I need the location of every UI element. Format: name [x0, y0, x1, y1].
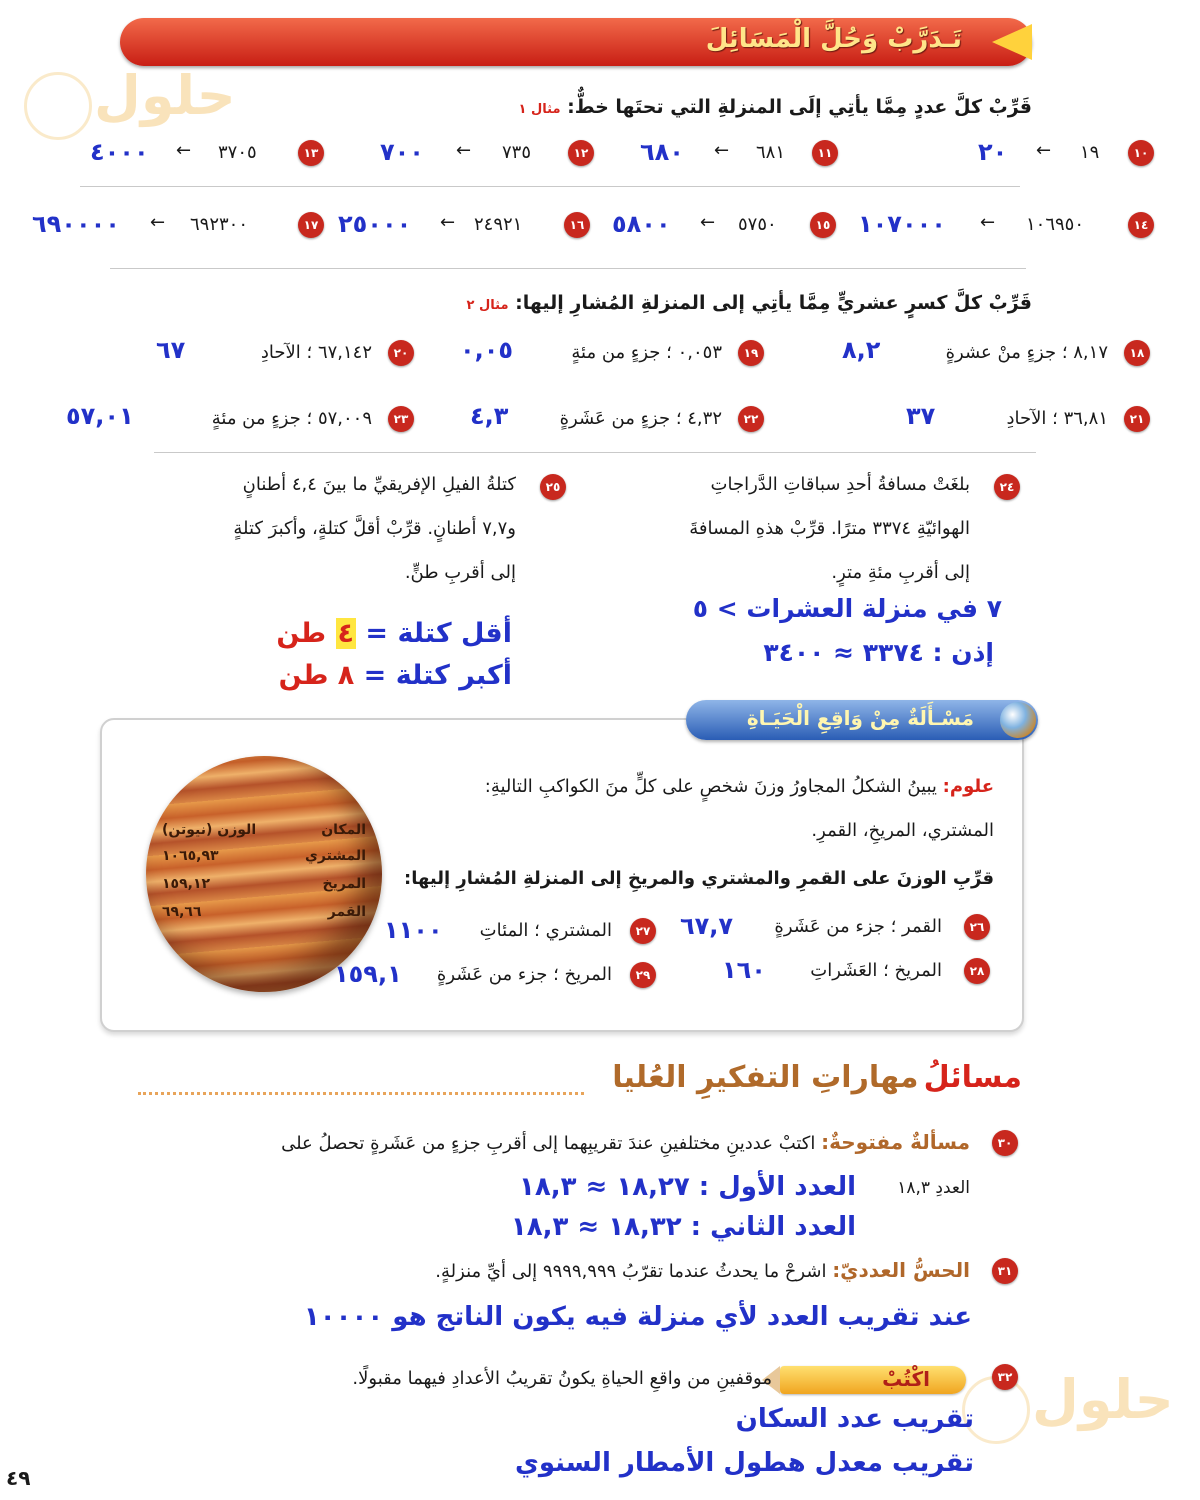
answer-line: ٧ في منزلة العشرات > ٥	[692, 594, 1002, 623]
answer: ١٦٠	[722, 956, 766, 984]
question-number: ١٧	[298, 212, 324, 238]
example-ref[interactable]: مثال ٢	[466, 298, 509, 313]
problem-line: الهوائيّةِ ٣٣٧٤ مترًا. قرِّبْ هذهِ المسافةَ	[689, 518, 970, 539]
hots-title: مسائلُ مهاراتِ التفكيرِ العُليا	[612, 1060, 1022, 1095]
weights-table	[152, 818, 376, 926]
question-number: ٢٦	[964, 914, 990, 940]
question-number: ١١	[812, 140, 838, 166]
divider	[154, 452, 1036, 453]
question-text: موقفينِ من واقعِ الحياةِ يكونُ تقريبُ الأعدادِ فيهما مقبولًا.	[352, 1368, 772, 1389]
answer: ٨,٢	[842, 336, 881, 364]
answer: ٣٧	[906, 402, 936, 430]
instruction-2: قَرِّبْ كلَّ كسرٍ عشريٍّ مِمَّا يأتِي إلى المنزلةِ المُشارِ إليها: مثال ٢	[466, 292, 1032, 314]
question-number: ٢٠	[388, 340, 414, 366]
table-row	[152, 870, 376, 898]
watermark-logo	[24, 64, 236, 144]
question-number: ٣٢	[992, 1364, 1018, 1390]
problem-line: و٧,٧ أطنانٍ. قرِّبْ أقلَّ كتلةٍ، وأكبرَ كتلةٍ	[233, 518, 516, 539]
question-value: المشتري ؛ المئاتِ	[479, 920, 612, 941]
divider	[80, 186, 1020, 187]
arrow-icon	[992, 24, 1032, 60]
banner-title: مَسْـأَلَةٌ مِنْ وَاقِعِ الْحَيَـاةِ	[746, 706, 974, 730]
table-cell: المريخ	[322, 876, 366, 892]
pencil-icon	[780, 1366, 966, 1394]
table-header-row	[152, 818, 376, 842]
arrow-left-icon: ←	[1036, 140, 1052, 161]
example-ref[interactable]: مثال ١	[518, 102, 561, 117]
question-value: ٣٧٠٥	[218, 142, 257, 163]
answer: ٧٠٠	[380, 138, 424, 166]
question-number: ١٥	[810, 212, 836, 238]
question-number: ٢٨	[964, 958, 990, 984]
answer-line: العدد الأول : ١٨,٢٧ ≈ ١٨,٣	[518, 1172, 856, 1202]
arrow-left-icon: ←	[440, 212, 456, 233]
table-cell: ٦٩,٦٦	[162, 904, 202, 920]
jupiter-image	[146, 756, 382, 992]
problem-line: كتلةُ الفيلِ الإفريقيِّ ما بينَ ٤,٤ أطنانٍ	[242, 474, 516, 495]
arrow-left-icon: ←	[714, 140, 730, 161]
question-number: ٢٩	[630, 962, 656, 988]
question-value: المريخ ؛ جزء من عَشَرةٍ	[436, 964, 612, 985]
answer: ٥٧,٠١	[66, 402, 134, 430]
arrow-left-icon: ←	[700, 212, 716, 233]
question-number: ١٠	[1128, 140, 1154, 166]
planets-line: المشتري، المريخِ، القمرِ.	[811, 820, 994, 841]
table-header: الوزن (نيوتن)	[162, 822, 257, 838]
real-life-banner	[686, 700, 1038, 740]
answer: ٦٧,٧	[680, 912, 734, 940]
table-header: المكان	[321, 822, 366, 838]
question-text: مسألةٌ مفتوحةٌ: اكتبْ عددينِ مختلفينِ عندَ تقريبِهما إلى أقربِ جزءٍ من عَشَرةٍ تحصلُ على	[281, 1130, 970, 1154]
question-value: ٨,١٧ ؛ جزءٍ منْ عشرةٍ	[945, 342, 1108, 363]
answer: ١٥٩,١	[334, 960, 402, 988]
question-number: ١٩	[738, 340, 764, 366]
problem-line: إلى أقربِ طنٍّ.	[404, 562, 516, 583]
question-value: ٠,٠٥٣ ؛ جزءٍ من مئةٍ	[571, 342, 722, 363]
answer-line: تقريب عدد السكان	[735, 1404, 974, 1434]
answer: ٢٥٠٠٠	[338, 210, 412, 238]
answer: ١١٠٠	[384, 916, 443, 944]
table-cell: المشتري	[305, 848, 366, 864]
instruction-1: قَرِّبْ كلَّ عددٍ مِمَّا يأتِي إلَى المنزلةِ التي تحتَها خطٌّ: مثال ١	[518, 96, 1032, 118]
table-row	[152, 842, 376, 870]
answer-line: عند تقريب العدد لأي منزلة فيه يكون الناتج هو ١٠٠٠٠	[303, 1302, 972, 1332]
question-number: ٢٣	[388, 406, 414, 432]
answer-line: العدد الثاني : ١٨,٣٢ ≈ ١٨,٣	[510, 1212, 856, 1242]
question-value: ٦٧,١٤٢ ؛ الآحادِ	[260, 342, 372, 363]
dotted-rule	[138, 1092, 584, 1095]
task-text: قرِّبِ الوزنَ على القمرِ والمشتري والمريخِ إلى المنزلةِ المُشارِ إليها:	[404, 868, 994, 889]
answer: ٥٨٠٠	[612, 210, 671, 238]
question-value: ٧٣٥	[502, 142, 532, 163]
question-number: ١٢	[568, 140, 594, 166]
answer: ٦٧	[156, 336, 186, 364]
section-banner	[120, 18, 1032, 66]
answer-line: أكبر كتلة = ٨ طن	[278, 660, 512, 691]
table-cell: القمر	[327, 904, 366, 920]
question-value: ٤,٣٢ ؛ جزءٍ من عَشَرةٍ	[559, 408, 722, 429]
watermark-text: حلول	[1032, 1368, 1174, 1431]
table-row	[152, 898, 376, 926]
question-number: ٢٤	[994, 474, 1020, 500]
arrow-left-icon: ←	[176, 140, 192, 161]
answer: ٦٨٠	[640, 138, 684, 166]
watermark-text: حلول	[94, 64, 236, 127]
question-value: ٥٧,٠٠٩ ؛ جزءٍ من مئةٍ	[211, 408, 372, 429]
question-number: ١٤	[1128, 212, 1154, 238]
question-value: ٣٦,٨١ ؛ الآحادِ	[1006, 408, 1108, 429]
page-number: ٤٩	[6, 1466, 31, 1490]
question-text: الحسُّ العدديّ: اشرحْ ما يحدثُ عندما تقرّبُ ٩٩٩٩,٩٩٩ إلى أيِّ منزلةٍ.	[435, 1258, 970, 1282]
question-value: ٦٩٢٣٠٠	[190, 214, 249, 235]
question-value: ١٩	[1080, 142, 1100, 163]
question-number: ٣١	[992, 1258, 1018, 1284]
question-number: ٣٠	[992, 1130, 1018, 1156]
question-value: ٦٨١	[756, 142, 786, 163]
answer: ١٠٧٠٠٠	[858, 210, 946, 238]
science-intro: علوم: يبينُ الشكلُ المجاورُ وزنَ شخصٍ على كلٍّ منَ الكواكبِ التاليةِ:	[484, 776, 994, 797]
question-number: ٢١	[1124, 406, 1150, 432]
answer-line: تقريب معدل هطول الأمطار السنوي	[514, 1448, 974, 1478]
table-cell: ١٥٩,١٢	[162, 876, 211, 892]
pencil-label: اكْتُبْ	[882, 1367, 930, 1391]
answer-line: أقل كتلة = ٤ طن	[276, 618, 512, 649]
question-number: ٢٢	[738, 406, 764, 432]
globe-icon	[1000, 702, 1036, 738]
arrow-left-icon: ←	[456, 140, 472, 161]
problem-line: بلغَتْ مسافةُ أحدِ سباقاتِ الدَّراجاتِ	[710, 474, 970, 495]
divider	[110, 268, 1026, 269]
answer: ٤٠٠٠	[90, 138, 149, 166]
answer-line: إذن : ٣٣٧٤ ≈ ٣٤٠٠	[763, 638, 994, 667]
question-number: ٢٥	[540, 474, 566, 500]
answer: ٤,٣	[470, 402, 509, 430]
question-number: ١٨	[1124, 340, 1150, 366]
question-value: ٢٤٩٢١	[474, 214, 523, 235]
answer: ٠,٠٥	[460, 336, 514, 364]
question-value: المريخ ؛ العَشَراتِ	[810, 960, 942, 981]
table-cell: ١٠٦٥,٩٣	[162, 848, 219, 864]
banner-title: تَـدَرَّبْ وَحُلَّ الْمَسَائِلَ	[705, 24, 962, 54]
question-number: ٢٧	[630, 918, 656, 944]
question-value: ١٠٦٩٥٠	[1026, 214, 1085, 235]
problem-line: إلى أقربِ مئةِ مترٍ.	[831, 562, 970, 583]
question-number: ١٣	[298, 140, 324, 166]
arrow-left-icon: ←	[150, 212, 166, 233]
question-number: ١٦	[564, 212, 590, 238]
question-value: ٥٧٥٠	[738, 214, 777, 235]
answer: ٢٠	[978, 138, 1008, 166]
question-value: القمر ؛ جزء من عَشَرةٍ	[774, 916, 942, 937]
question-text: العددِ ١٨,٣	[897, 1178, 970, 1198]
answer: ٦٩٠٠٠٠	[32, 210, 120, 238]
arrow-left-icon: ←	[980, 212, 996, 233]
